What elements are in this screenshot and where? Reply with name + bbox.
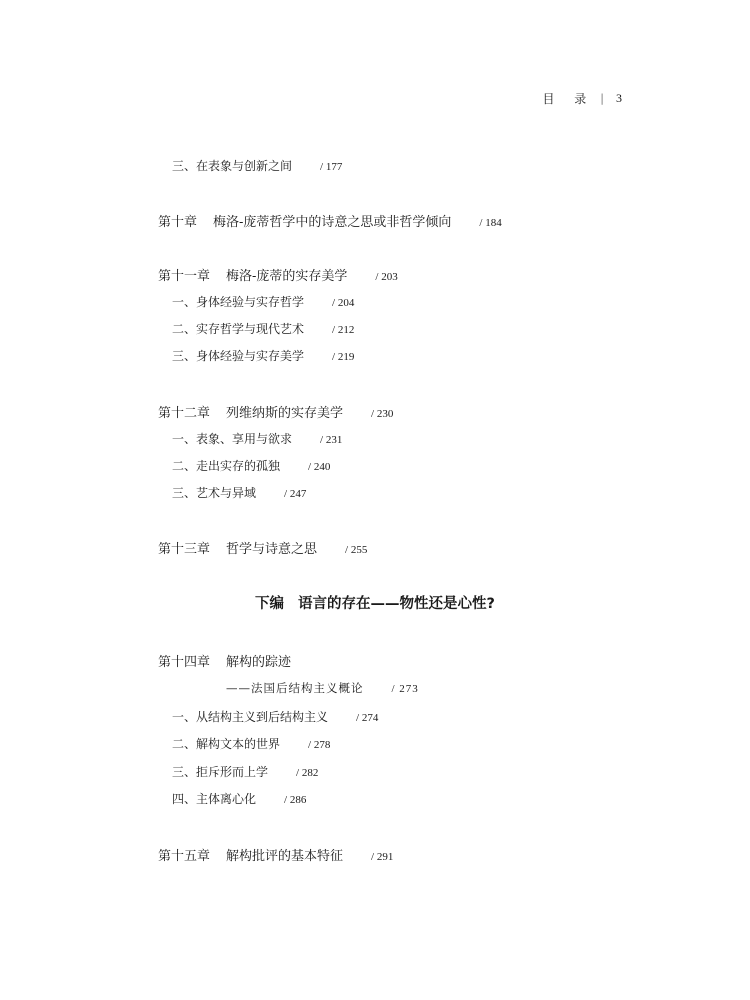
entry-label: 三、拒斥形而上学 [172,765,269,779]
toc-chapter [158,402,393,421]
toc-entry [172,708,378,725]
chapter-title: 解构的踪迹 [226,655,292,670]
entry-page: / 282 [296,767,319,779]
chapter-title: 哲学与诗意之思 [226,542,318,557]
subtitle-page: / 273 [391,683,419,695]
toc-entry [172,790,306,807]
toc-entry [172,347,354,364]
entry-page: / 247 [284,488,307,500]
toc-entry [172,735,330,752]
entry-page: / 274 [356,712,379,724]
chapter-page: / 291 [371,851,394,863]
chapter-page: / 230 [371,408,394,420]
toc-chapter [158,538,367,557]
running-header [542,90,622,107]
header-title: 目 录 [542,92,595,106]
entry-page: / 278 [308,739,331,751]
entry-page: / 219 [332,351,355,363]
entry-label: 二、实存哲学与现代艺术 [172,322,305,336]
toc-entry [172,763,318,780]
entry-label: 三、艺术与异域 [172,486,257,500]
chapter-title: 解构批评的基本特征 [226,849,344,864]
chapter-number: 第十五章 [158,849,211,864]
chapter-number: 第十章 [158,215,198,230]
toc-chapter [158,211,502,230]
entry-page: / 204 [332,297,355,309]
chapter-number: 第十四章 [158,655,211,670]
entry-label: 四、主体离心化 [172,792,257,806]
entry-page: / 177 [320,161,343,173]
toc-entry [172,293,354,310]
chapter-title: 列维纳斯的实存美学 [226,406,344,421]
chapter-page: / 255 [345,544,368,556]
chapter-number: 第十二章 [158,406,211,421]
chapter-number: 第十三章 [158,542,211,557]
header-page-number: 3 [616,91,622,105]
chapter-number: 第十一章 [158,269,211,284]
chapter-title: 梅洛-庞蒂哲学中的诗意之思或非哲学倾向 [213,215,452,230]
toc-entry [172,157,342,174]
entry-label: 二、走出实存的孤独 [172,459,281,473]
part-title-text: 语言的存在——物性还是心性? [298,596,495,612]
entry-label: 二、解构文本的世界 [172,737,281,751]
toc-entry [172,484,306,501]
toc-chapter [158,651,291,670]
chapter-title: 梅洛-庞蒂的实存美学 [226,269,348,284]
toc-chapter-subtitle [226,680,419,696]
entry-page: / 212 [332,324,355,336]
chapter-page: / 203 [375,271,398,283]
entry-page: / 240 [308,461,331,473]
toc-entry [172,320,354,337]
entry-label: 一、从结构主义到后结构主义 [172,710,329,724]
toc-chapter [158,845,393,864]
toc-entry [172,430,342,447]
toc-entry [172,457,330,474]
entry-label: 一、表象、享用与欲求 [172,432,293,446]
chapter-page: / 184 [479,217,502,229]
toc-chapter [158,265,398,284]
subtitle-label: ——法国后结构主义概论 [226,681,364,695]
entry-label: 一、身体经验与实存哲学 [172,295,305,309]
entry-page: / 231 [320,434,343,446]
entry-label: 三、身体经验与实存美学 [172,349,305,363]
header-separator: | [600,92,604,105]
part-heading [0,592,750,613]
entry-page: / 286 [284,794,307,806]
entry-label: 三、在表象与创新之间 [172,159,293,173]
part-label: 下编 [255,596,285,612]
